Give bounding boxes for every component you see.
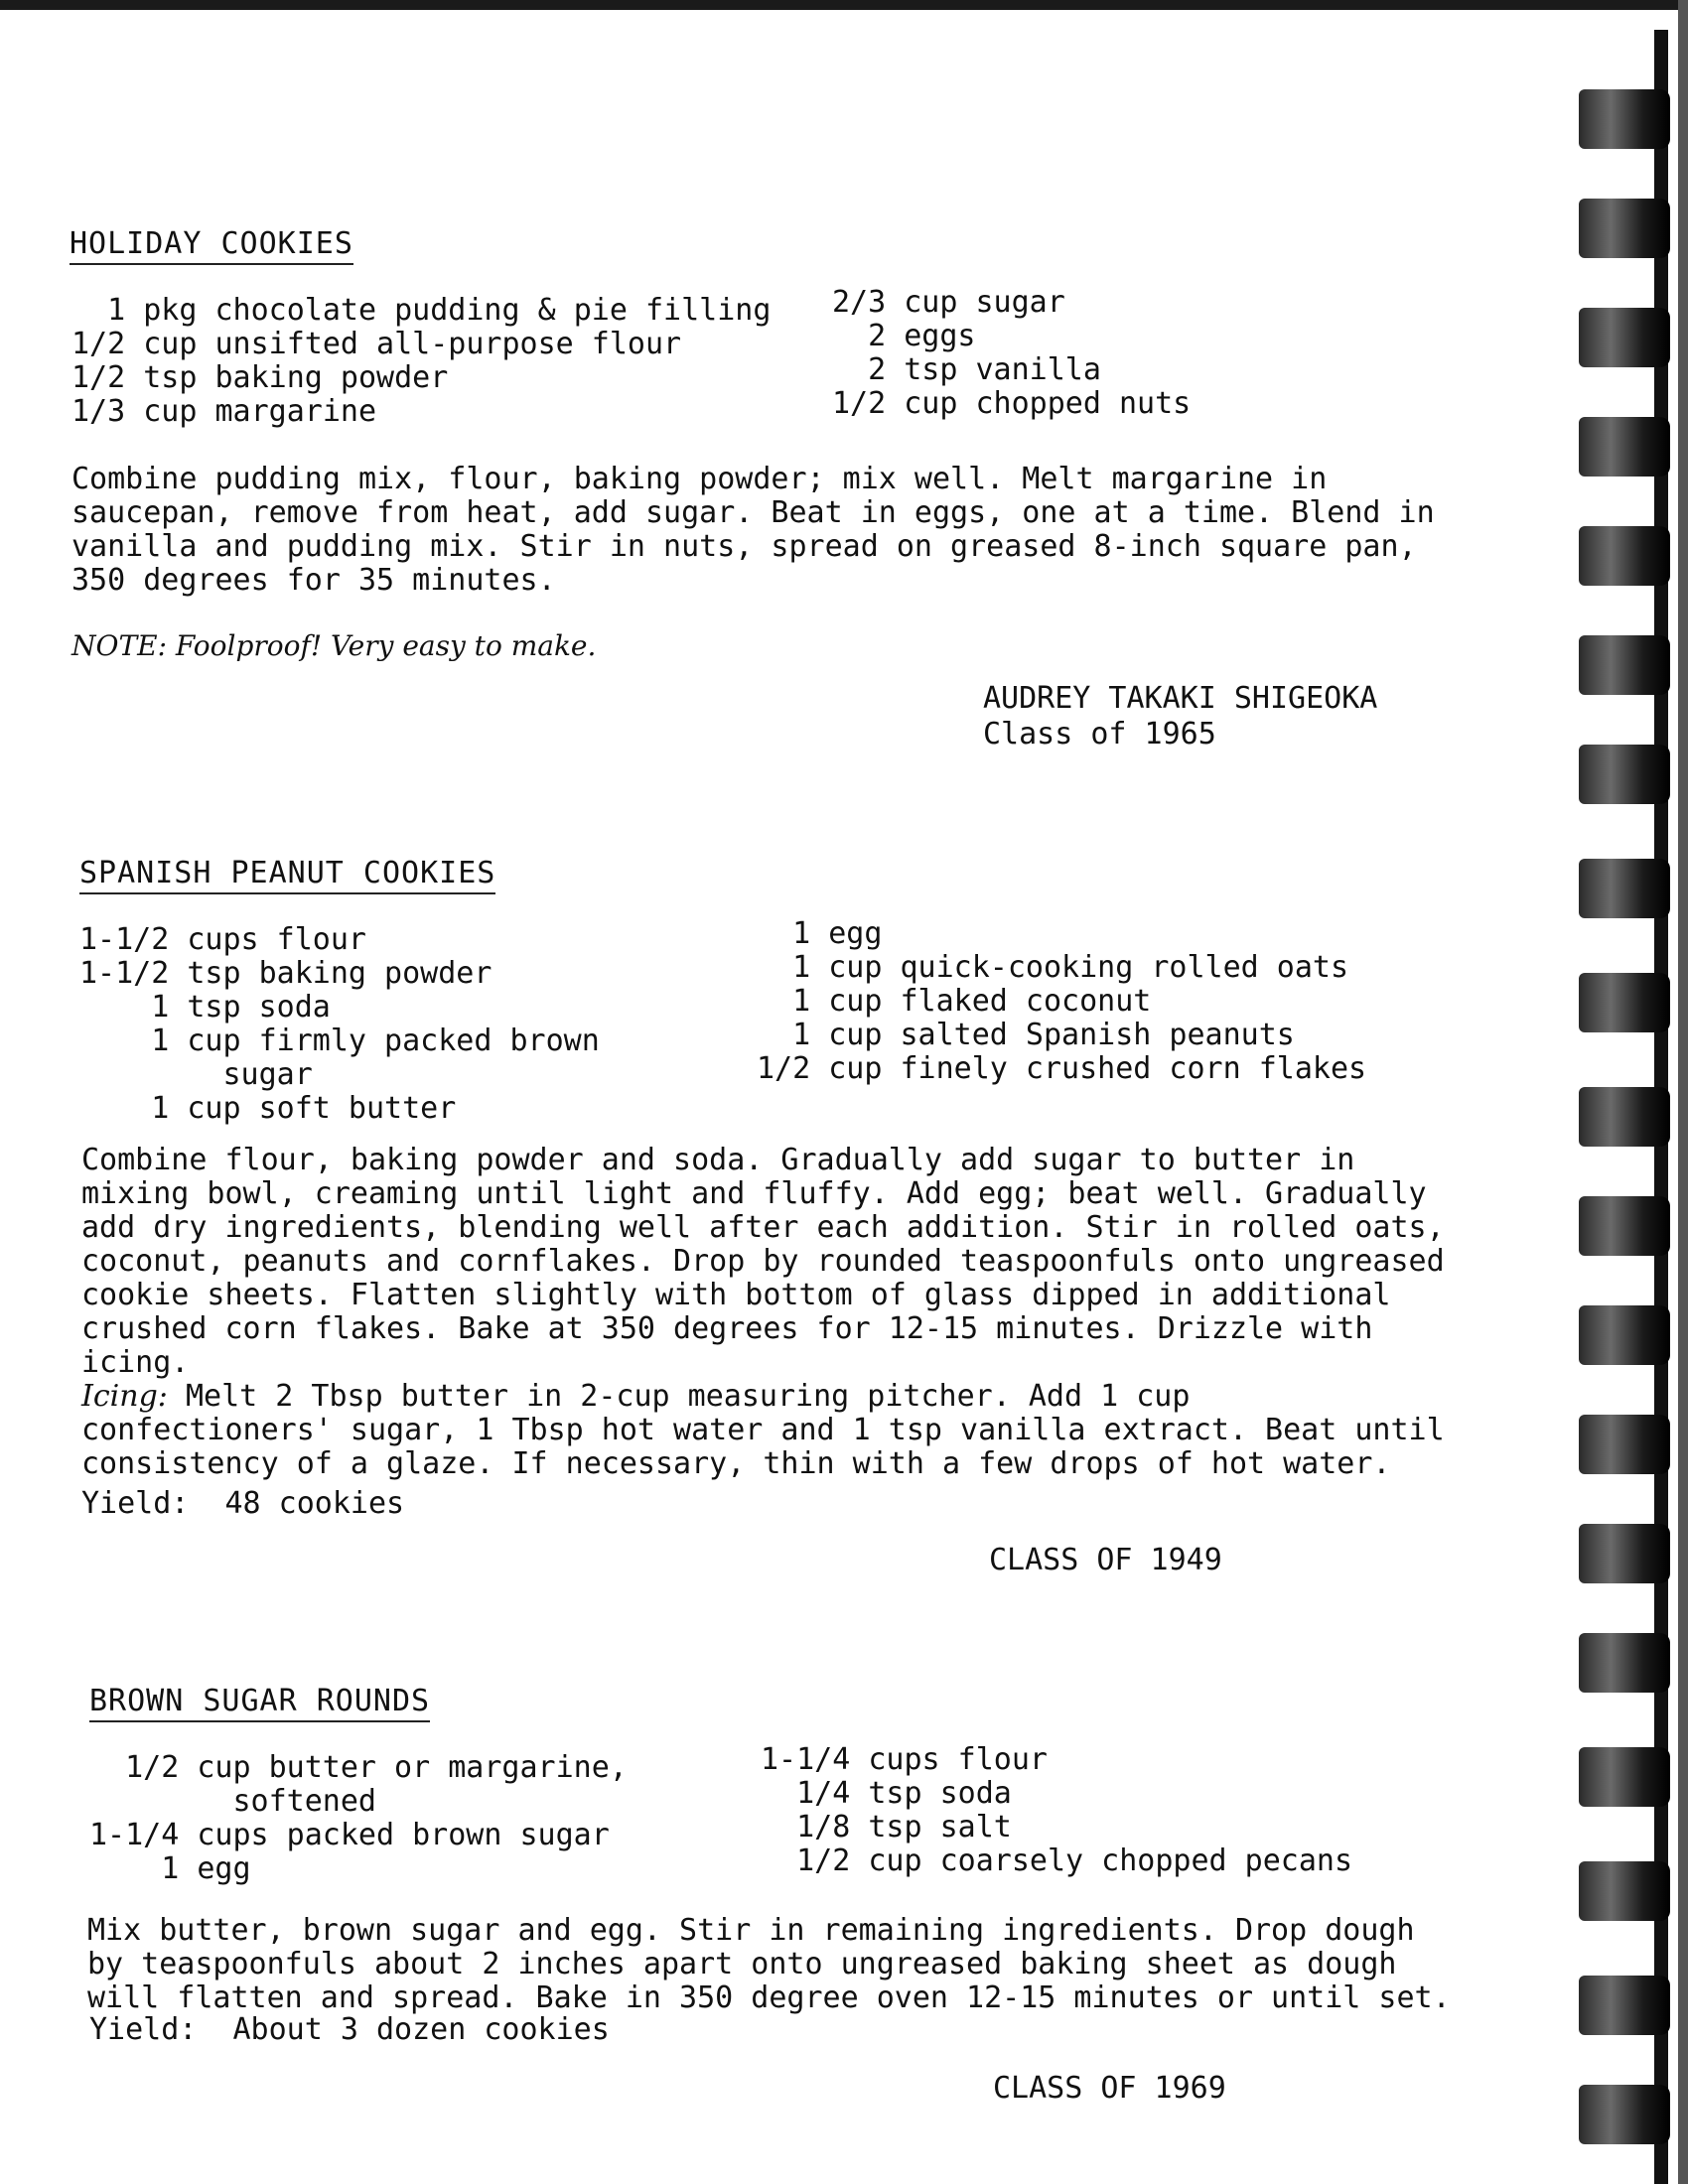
binding-ring (1579, 859, 1670, 918)
ingredients-left: 1-1/2 cups flour 1-1/2 tsp baking powder 1 tsp soda 1 cup firmly packed brown sugar 1 cup soft butter (79, 922, 600, 1126)
binding-ring (1579, 973, 1670, 1032)
yield: Yield: About 3 dozen cookies (89, 2012, 610, 2047)
contributor-name: AUDREY TAKAKI SHIGEOKA (983, 681, 1378, 716)
directions: Combine pudding mix, flour, baking powder; mix well. Melt margarine in saucepan, remove from heat, add sugar. Beat in eggs, one at a time. Blend in vanilla and pudding mix. Stir in nuts, spread on greased 8-inch square pan, 350 degrees for 35 minutes. (71, 462, 1435, 598)
yield: Yield: 48 cookies (81, 1486, 405, 1521)
binding-ring (1579, 635, 1670, 695)
directions: Mix butter, brown sugar and egg. Stir in remaining ingredients. Drop dough by teaspoonfuls about 2 inches apart onto ungreased baking sheet as dough will flatten and spread. Bake in 350 degree oven 12-15 minutes or until set. (87, 1913, 1451, 2015)
icing-paragraph (81, 1380, 1452, 1481)
ingredients-left: 1 pkg chocolate pudding & pie filling 1/2 cup unsifted all-purpose flour 1/2 tsp baking powder 1/3 cup margarine (71, 293, 772, 429)
binding-ring (1579, 1747, 1670, 1807)
binding-ring (1579, 1415, 1670, 1474)
recipe-title: BROWN SUGAR ROUNDS (89, 1684, 430, 1722)
ingredients-right: 2/3 cup sugar 2 eggs 2 tsp vanilla 1/2 cup chopped nuts (832, 285, 1192, 421)
icing-label: Icing: (81, 1379, 168, 1414)
ingredients-right: 1-1/4 cups flour 1/4 tsp soda 1/8 tsp salt 1/2 cup coarsely chopped pecans (761, 1742, 1353, 1878)
recipe-title: SPANISH PEANUT COOKIES (79, 856, 495, 894)
binding-ring (1579, 417, 1670, 477)
ingredients-left: 1/2 cup butter or margarine, softened 1-1/4 cups packed brown sugar 1 egg (89, 1750, 628, 1886)
contributor-class: Class of 1965 (983, 717, 1216, 751)
icing-text: Melt 2 Tbsp butter in 2-cup measuring pitcher. Add 1 cup confectioners' sugar, 1 Tbsp hot water and 1 tsp vanilla extract. Beat until consistency of a glaze. If necessary, thin with a few drops of hot water. (81, 1379, 1445, 1481)
binding-ring (1579, 89, 1670, 149)
binding-ring (1579, 2085, 1670, 2144)
binding-ring (1579, 1305, 1670, 1365)
binding-ring (1579, 199, 1670, 258)
spiral-binding (1579, 0, 1688, 2184)
binding-ring (1579, 1861, 1670, 1921)
binding-edge (1678, 0, 1688, 2184)
binding-ring (1579, 1087, 1670, 1147)
binding-ring (1579, 1633, 1670, 1693)
directions: Combine flour, baking powder and soda. Gradually add sugar to butter in mixing bowl, creaming until light and fluffy. Add egg; beat well. Gradually add dry ingredients, blending well after each addition. Stir in rolled oats, coconut, peanuts and cornflakes. Drop by rounded teaspoonfuls onto ungreased cookie sheets. Flatten slightly with bottom of glass dipped in additional crushed corn flakes. Bake at 350 degrees for 12-15 minutes. Drizzle with icing. (81, 1143, 1445, 1380)
binding-ring (1579, 526, 1670, 586)
ingredients-right: 1 egg 1 cup quick-cooking rolled oats 1 cup flaked coconut 1 cup salted Spanish peanuts 1/2 cup finely crushed corn flakes (757, 916, 1367, 1086)
note: NOTE: Foolproof! Very easy to make. (71, 629, 597, 662)
binding-ring (1579, 308, 1670, 367)
binding-ring (1579, 1196, 1670, 1256)
contributor-class: CLASS OF 1969 (993, 2071, 1226, 2106)
contributor-class: CLASS OF 1949 (989, 1543, 1222, 1577)
recipe-title: HOLIDAY COOKIES (70, 226, 353, 265)
binding-ring (1579, 1976, 1670, 2035)
binding-ring (1579, 1524, 1670, 1583)
binding-ring (1579, 745, 1670, 804)
